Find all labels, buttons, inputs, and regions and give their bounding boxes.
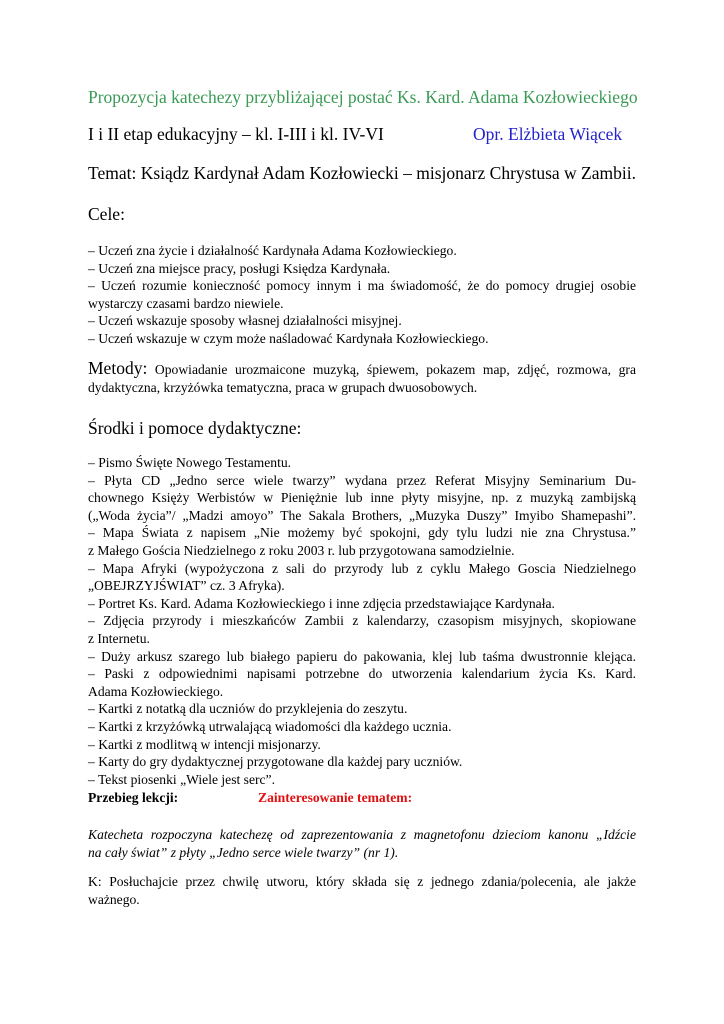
resource-item: z Małego Gościa Niedzielnego z roku 2003 r. lub przygotowana samodzielnie. [88,542,515,558]
goal-item: wystarczy czasami bardzo niewiele. [88,295,284,311]
resources-heading: Środki i pomoce dydaktyczne: [88,418,302,438]
intro-paragraph [88,826,636,861]
intro-line: Katecheta rozpoczyna katechezę od zaprezentowania z magnetofonu dzieciom kanonu „Idźcie [88,827,636,842]
goals-heading: Cele: [88,204,125,224]
resource-item: – Kartki z notatką dla uczniów do przyklejenia do zeszytu. [88,701,408,717]
goal-item: – Uczeń zna życie i działalność Kardynała Adama Kozłowieckiego. [88,243,457,258]
resource-item: Adama Kozłowieckiego. [88,683,224,699]
intro-line: na cały świat” z płyty „Jedno serce wiele twarzy” (nr 1). [88,844,399,860]
goals-list [88,242,636,348]
resources-list [88,454,636,788]
goal-item: – Uczeń wskazuje sposoby własnej działalności misyjnej. [88,313,402,329]
resource-item: – Paski z odpowiednimi napisami potrzebne do utworzenia kalendarium życia Ks. Kard. [88,666,636,682]
resource-item: – Mapa Świata z napisem „Nie możemy być spokojni, gdy tylu ludzi nie zna Chrystusa.” [88,525,636,541]
education-stage: I i II etap edukacyjny – kl. I-III i kl. IV-VI [88,124,384,144]
catechist-paragraph [88,873,636,908]
resource-item: – Kartki z krzyżówką utrwalającą wiadomości dla każdego ucznia. [88,718,452,734]
resource-item: – Mapa Afryki (wypożyczona z sali do przyrody lub z cyklu Małego Goscia Niedzielnego [88,560,636,576]
catechist-line: ważnego. [88,891,140,907]
resource-item: – Kartki z modlitwą w intencji misjonarzy. [88,736,321,752]
catechist-line: K: Posłuchajcie przez chwilę utworu, który składa się z jednego zdania/polecenia, ale jakże [88,874,636,889]
resource-item: – Karty do gry dydaktycznej przygotowane dla każdej pary uczniów. [88,754,463,770]
resource-item: – Pismo Święte Nowego Testamentu. [88,455,292,470]
methods-paragraph [88,360,636,396]
methods-text: Opowiadanie urozmaicone muzyką, śpiewem, pokazem map, zdjęć, rozmowa, gra [147,362,636,377]
resource-item: „OBEJRZYJŚWIAT” cz. 3 Afryka). [88,578,285,594]
resource-item: – Portret Ks. Kard. Adama Kozłowieckiego i inne zdjęcia przedstawiające Kardynała. [88,595,555,611]
goal-item: – Uczeń zna miejsce pracy, posługi Księdza Kardynała. [88,260,391,276]
methods-line [88,360,636,379]
resource-item: – Płyta CD „Jedno serce wiele twarzy” wydana przez Referat Misyjny Seminarium Du- [88,472,636,488]
resource-item: z Internetu. [88,630,150,646]
lesson-topic: Temat: Ksiądz Kardynał Adam Kozłowiecki – misjonarz Chrystusa w Zambii. [88,163,636,183]
resource-item: – Duży arkusz szarego lub białego papieru do pakowania, klej lub taśma dwustronnie klejąca. [88,648,636,664]
resource-item: – Tekst piosenki „Wiele jest serc”. [88,771,275,787]
lesson-stage-heading: Zainteresowanie tematem: [258,790,413,805]
goal-item: – Uczeń wskazuje w czym może naśladować Kardynała Kozłowieckiego. [88,330,489,346]
methods-label: Metody: [88,358,148,378]
document-title: Propozycja katechezy przybliżającej postać Ks. Kard. Adama Kozłowieckiego [88,87,638,107]
resource-item: – Zdjęcia przyrody i mieszkańców Zambii z kalendarzy, czasopism misyjnych, skopiowane [88,613,636,629]
author: Opr. Elżbieta Wiącek [473,124,623,144]
resource-item: chownego Księży Werbistów w Pieniężnie lub inne płyty misyjne, np. z muzyką zambijską [88,490,636,506]
resource-item: („Woda życia”/ „Madzi amoyo” The Sakala Brothers, „Muzyka Duszy” Imyibo Shamepashi”. [88,507,636,523]
lesson-flow-label: Przebieg lekcji: [88,790,179,805]
goal-item: – Uczeń rozumie konieczność pomocy innym i ma świadomość, że do pomocy drugiej osobie [88,278,636,294]
methods-line: dydaktyczna, krzyżówka tematyczna, praca w grupach dwuosobowych. [88,379,478,395]
